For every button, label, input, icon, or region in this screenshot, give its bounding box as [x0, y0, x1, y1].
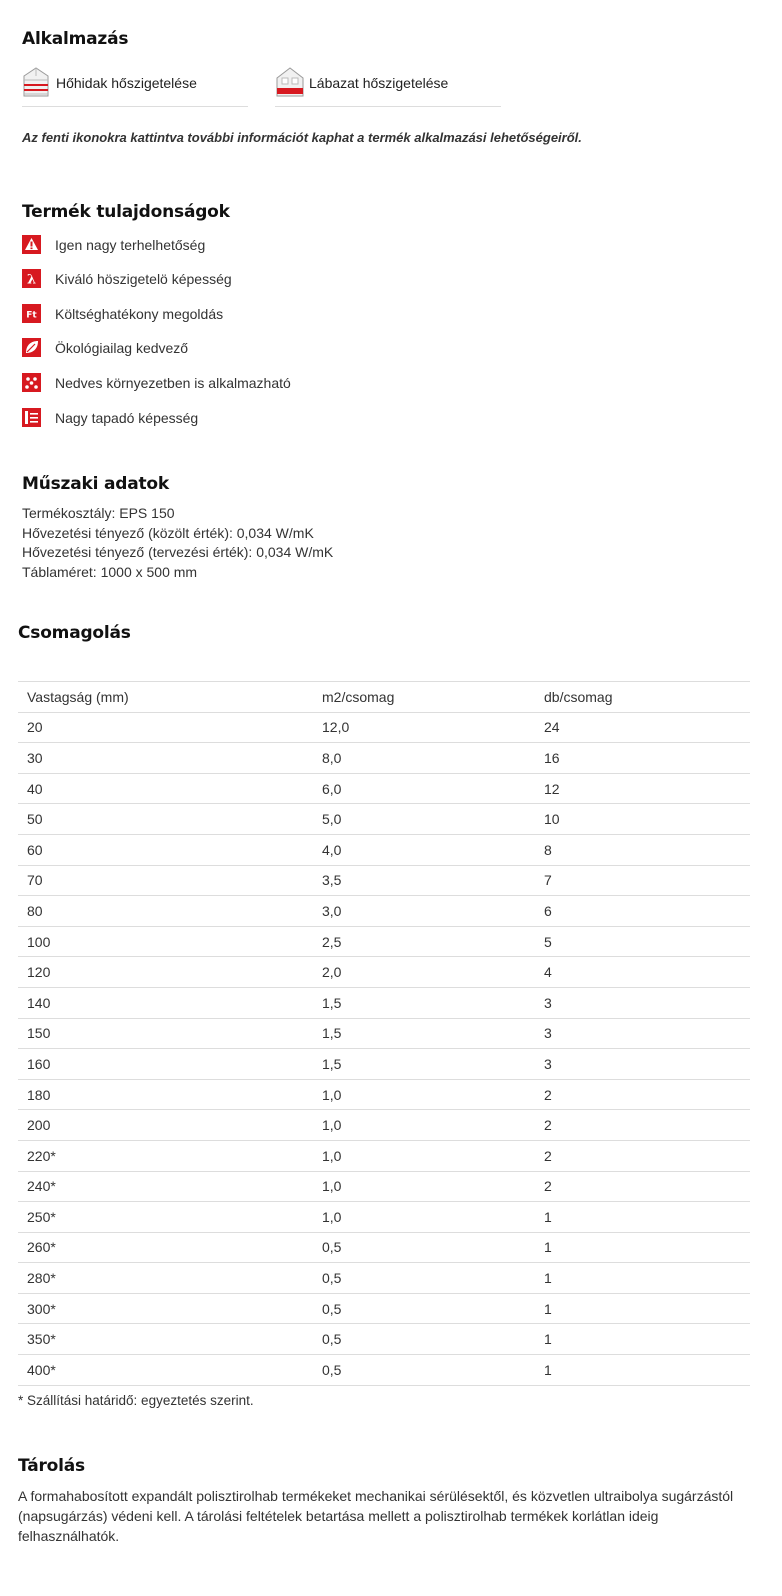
- cell-thickness: 70: [18, 865, 313, 896]
- table-row: [18, 987, 750, 1018]
- cell-pieces-per-pack: 5: [535, 926, 750, 957]
- cell-pieces-per-pack: 8: [535, 834, 750, 865]
- packaging-heading: Csomagolás: [18, 623, 131, 643]
- cell-pieces-per-pack: 2: [535, 1079, 750, 1110]
- cell-thickness: 400*: [18, 1355, 313, 1386]
- cell-thickness: 100: [18, 926, 313, 957]
- property-item: [22, 269, 422, 291]
- cell-m2-per-pack: 12,0: [313, 712, 535, 743]
- cell-thickness: 280*: [18, 1263, 313, 1294]
- cell-m2-per-pack: 1,0: [313, 1079, 535, 1110]
- cell-pieces-per-pack: 1: [535, 1202, 750, 1233]
- cell-pieces-per-pack: 3: [535, 987, 750, 1018]
- svg-text:Ft: Ft: [26, 310, 37, 321]
- table-header-row: [18, 682, 750, 713]
- cell-m2-per-pack: 0,5: [313, 1293, 535, 1324]
- cell-thickness: 240*: [18, 1171, 313, 1202]
- property-item: [22, 373, 422, 395]
- table-row: [18, 865, 750, 896]
- cell-pieces-per-pack: 6: [535, 896, 750, 927]
- cell-pieces-per-pack: 24: [535, 712, 750, 743]
- table-row: [18, 1355, 750, 1386]
- packaging-table: [18, 681, 750, 1386]
- table-row: [18, 896, 750, 927]
- cell-m2-per-pack: 6,0: [313, 773, 535, 804]
- property-item: [22, 235, 422, 257]
- leaf-icon: [22, 338, 41, 357]
- cell-pieces-per-pack: 3: [535, 1018, 750, 1049]
- cell-thickness: 300*: [18, 1293, 313, 1324]
- technical-line: Termékosztály: EPS 150: [22, 505, 175, 521]
- application-item-plinth[interactable]: [275, 66, 501, 107]
- property-label: Igen nagy terhelhetőség: [55, 237, 206, 253]
- cell-m2-per-pack: 2,5: [313, 926, 535, 957]
- column-header-thickness: Vastagság (mm): [18, 682, 313, 713]
- table-row: [18, 1293, 750, 1324]
- cell-m2-per-pack: 1,0: [313, 1140, 535, 1171]
- cell-pieces-per-pack: 1: [535, 1232, 750, 1263]
- table-row: [18, 1202, 750, 1233]
- cell-thickness: 120: [18, 957, 313, 988]
- cell-pieces-per-pack: 4: [535, 957, 750, 988]
- cell-thickness: 140: [18, 987, 313, 1018]
- cell-thickness: 180: [18, 1079, 313, 1110]
- properties-heading: Termék tulajdonságok: [22, 202, 230, 222]
- cell-m2-per-pack: 1,0: [313, 1202, 535, 1233]
- cell-pieces-per-pack: 16: [535, 743, 750, 774]
- application-item-thermal-bridge[interactable]: [22, 66, 248, 107]
- storage-heading: Tárolás: [18, 1456, 85, 1476]
- cell-m2-per-pack: 1,5: [313, 1018, 535, 1049]
- cell-m2-per-pack: 0,5: [313, 1324, 535, 1355]
- property-label: Nedves környezetben is alkalmazható: [55, 375, 291, 391]
- property-item: [22, 338, 422, 360]
- property-label: Kiváló höszigetelö képesség: [55, 271, 232, 287]
- table-row: [18, 743, 750, 774]
- cell-pieces-per-pack: 7: [535, 865, 750, 896]
- table-row: [18, 1232, 750, 1263]
- cell-thickness: 220*: [18, 1140, 313, 1171]
- table-row: [18, 804, 750, 835]
- application-note: Az fenti ikonokra kattintva további információt kaphat a termék alkalmazási lehetőségeiről.: [22, 130, 582, 145]
- cell-m2-per-pack: 5,0: [313, 804, 535, 835]
- cell-pieces-per-pack: 1: [535, 1324, 750, 1355]
- property-label: Ökológiailag kedvező: [55, 340, 189, 356]
- application-heading: Alkalmazás: [22, 29, 129, 49]
- table-row: [18, 773, 750, 804]
- property-label: Nagy tapadó képesség: [55, 410, 199, 426]
- cell-m2-per-pack: 1,0: [313, 1171, 535, 1202]
- cell-m2-per-pack: 1,5: [313, 1049, 535, 1080]
- cell-thickness: 50: [18, 804, 313, 835]
- storage-text: A formahabosított expandált polisztirolhab termékeket mechanikai sérülésektől, és közvetlen ultraibolya sugárzástól (napsugárzás) védeni kell. A tárolási feltételek betartása mellett a polisztirolhab termékek korlátlan ideig felhasználhatók.: [18, 1488, 734, 1544]
- adhesion-icon: [22, 408, 41, 427]
- cell-thickness: 40: [18, 773, 313, 804]
- packaging-table-body: [18, 712, 750, 1385]
- table-row: [18, 1079, 750, 1110]
- cell-m2-per-pack: 1,5: [313, 987, 535, 1018]
- cell-thickness: 160: [18, 1049, 313, 1080]
- cell-thickness: 30: [18, 743, 313, 774]
- cell-pieces-per-pack: 2: [535, 1140, 750, 1171]
- technical-data: [22, 504, 333, 582]
- table-row: [18, 1263, 750, 1294]
- table-row: [18, 1324, 750, 1355]
- cell-pieces-per-pack: 1: [535, 1355, 750, 1386]
- property-label: Költséghatékony megoldás: [55, 306, 224, 322]
- table-row: [18, 834, 750, 865]
- load-capacity-icon: [22, 235, 41, 254]
- cell-m2-per-pack: 0,5: [313, 1355, 535, 1386]
- cell-m2-per-pack: 1,0: [313, 1110, 535, 1141]
- water-drops-icon: [22, 373, 41, 392]
- technical-line: Hővezetési tényező (tervezési érték): 0,034 W/mK: [22, 544, 334, 560]
- table-row: [18, 926, 750, 957]
- plinth-insulation-icon: [275, 66, 305, 100]
- cell-pieces-per-pack: 12: [535, 773, 750, 804]
- column-header-pieces-per-pack: db/csomag: [535, 682, 750, 713]
- cell-thickness: 20: [18, 712, 313, 743]
- cell-m2-per-pack: 8,0: [313, 743, 535, 774]
- column-header-m2-per-pack: m2/csomag: [313, 682, 535, 713]
- application-item-label: Hőhidak hőszigetelése: [56, 75, 197, 91]
- packaging-footnote: * Szállítási határidő: egyeztetés szerint.: [18, 1393, 254, 1408]
- cell-m2-per-pack: 0,5: [313, 1263, 535, 1294]
- property-item: [22, 408, 422, 430]
- technical-heading: Műszaki adatok: [22, 474, 169, 494]
- cell-m2-per-pack: 2,0: [313, 957, 535, 988]
- cell-pieces-per-pack: 1: [535, 1263, 750, 1294]
- table-row: [18, 1110, 750, 1141]
- property-item: [22, 304, 422, 326]
- cell-pieces-per-pack: 3: [535, 1049, 750, 1080]
- table-row: [18, 1171, 750, 1202]
- cell-pieces-per-pack: 2: [535, 1171, 750, 1202]
- cell-m2-per-pack: 3,5: [313, 865, 535, 896]
- cell-m2-per-pack: 3,0: [313, 896, 535, 927]
- cell-pieces-per-pack: 1: [535, 1293, 750, 1324]
- cell-thickness: 350*: [18, 1324, 313, 1355]
- forint-icon: [22, 304, 41, 323]
- cell-pieces-per-pack: 10: [535, 804, 750, 835]
- cell-m2-per-pack: 0,5: [313, 1232, 535, 1263]
- cell-thickness: 80: [18, 896, 313, 927]
- technical-line: Táblaméret: 1000 x 500 mm: [22, 563, 198, 580]
- cell-pieces-per-pack: 2: [535, 1110, 750, 1141]
- thermal-bridge-icon: [22, 66, 50, 100]
- table-row: [18, 1140, 750, 1171]
- cell-thickness: 150: [18, 1018, 313, 1049]
- cell-m2-per-pack: 4,0: [313, 834, 535, 865]
- table-row: [18, 957, 750, 988]
- table-row: [18, 1049, 750, 1080]
- svg-text:λ: λ: [26, 272, 37, 288]
- table-row: [18, 712, 750, 743]
- technical-line: Hővezetési tényező (közölt érték): 0,034 W/mK: [22, 524, 314, 541]
- cell-thickness: 250*: [18, 1202, 313, 1233]
- cell-thickness: 60: [18, 834, 313, 865]
- application-item-label: Lábazat hőszigetelése: [309, 75, 449, 91]
- table-row: [18, 1018, 750, 1049]
- cell-thickness: 200: [18, 1110, 313, 1141]
- cell-thickness: 260*: [18, 1232, 313, 1263]
- lambda-icon: [22, 269, 41, 288]
